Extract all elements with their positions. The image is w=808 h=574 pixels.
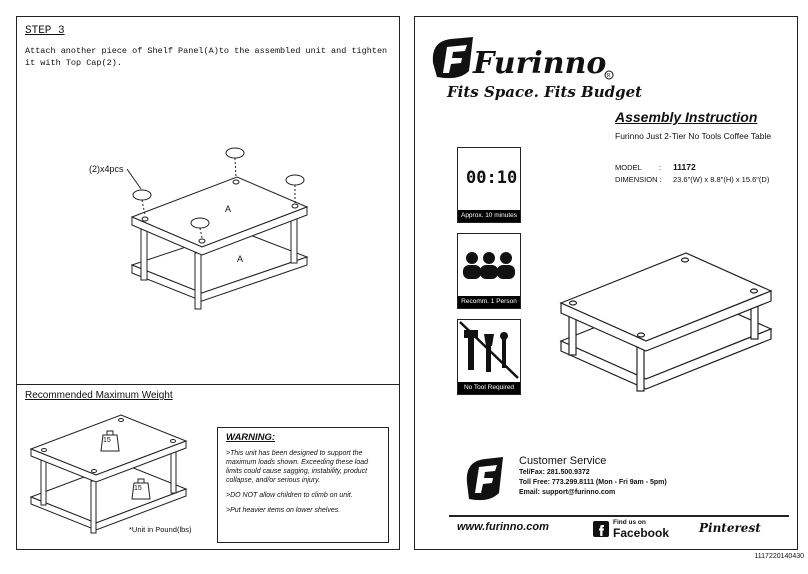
coffee-table-illustration	[551, 243, 781, 403]
people-box	[457, 233, 521, 309]
weight-label-bottom: 15	[134, 485, 142, 492]
website-link[interactable]: www.furinno.com	[457, 521, 549, 533]
step-description: Attach another piece of Shelf Panel(A)to the assembled unit and tighten it with Top Cap(2).	[25, 46, 388, 68]
warning-box	[217, 427, 389, 543]
step-title: STEP 3	[25, 25, 65, 37]
pinterest-wordmark[interactable]: Pinterest	[699, 521, 761, 535]
no-tools-icon	[458, 320, 520, 382]
cs-email: Email: support@furinno.com	[519, 489, 616, 496]
warning-line: >DO NOT allow children to climb on unit.	[226, 492, 353, 499]
people-caption: Recomm. 1 Person	[458, 296, 520, 308]
timer-display: 00:10	[466, 168, 518, 188]
facebook-wordmark[interactable]: Facebook	[613, 526, 670, 540]
cs-telfax: Tel/Fax: 281.500.9372	[519, 469, 590, 476]
section-divider	[17, 384, 399, 385]
assembly-title: Assembly Instruction	[615, 109, 758, 125]
cover-panel	[414, 16, 798, 550]
customer-service-emblem-icon	[463, 453, 505, 503]
product-name: Furinno Just 2-Tier No Tools Coffee Table	[615, 131, 772, 141]
warning-title: WARNING:	[226, 432, 276, 443]
model-label: MODEL	[615, 163, 642, 172]
max-weight-diagram	[21, 405, 211, 545]
document-code: 1117220140430	[754, 553, 804, 560]
cap-quantity-callout: (2)x4pcs	[89, 164, 124, 174]
svg-text:R: R	[607, 73, 611, 79]
model-value: 11172	[673, 162, 696, 172]
part-label-upper: A	[225, 204, 232, 214]
people-icon	[458, 234, 520, 294]
dimension-label: DIMENSION :	[615, 175, 662, 184]
cs-tollfree: Toll Free: 773.299.8111 (Mon - Fri 9am - 5pm)	[519, 479, 667, 486]
facebook-icon[interactable]	[593, 521, 609, 537]
tool-caption: No Tool Required	[458, 382, 520, 394]
unit-note: *Unit in Pound(lbs)	[129, 525, 192, 534]
warning-line: >This unit has been designed to support the maximum loads shown. Exceeding these load limits could cause sagging, instability, product collapse, and/or serious injury.	[226, 450, 369, 484]
part-label-lower: A	[237, 254, 244, 264]
step3-assembly-diagram	[17, 125, 401, 325]
furinno-f-emblem-icon	[433, 37, 473, 78]
model-separator: :	[659, 163, 662, 172]
dimension-value: 23.6"(W) x 8.8"(H) x 15.6"(D)	[673, 175, 770, 184]
warning-line: >Put heavier items on lower shelves.	[226, 507, 341, 514]
facebook-find-us[interactable]: Find us on	[613, 519, 646, 526]
furinno-logo	[429, 31, 629, 89]
footer-rule	[449, 515, 789, 517]
time-box	[457, 147, 521, 223]
brand-tagline: Fits Space. Fits Budget	[447, 83, 643, 101]
weight-label-top: 15	[103, 437, 111, 444]
step3-panel	[16, 16, 400, 550]
time-caption: Approx. 10 minutes	[458, 210, 520, 222]
tool-box	[457, 319, 521, 395]
max-weight-title: Recommended Maximum Weight	[25, 390, 173, 401]
customer-service-title: Customer Service	[519, 455, 607, 467]
top-cap-icon	[226, 148, 244, 177]
brand-wordmark: Furinno	[473, 46, 607, 81]
